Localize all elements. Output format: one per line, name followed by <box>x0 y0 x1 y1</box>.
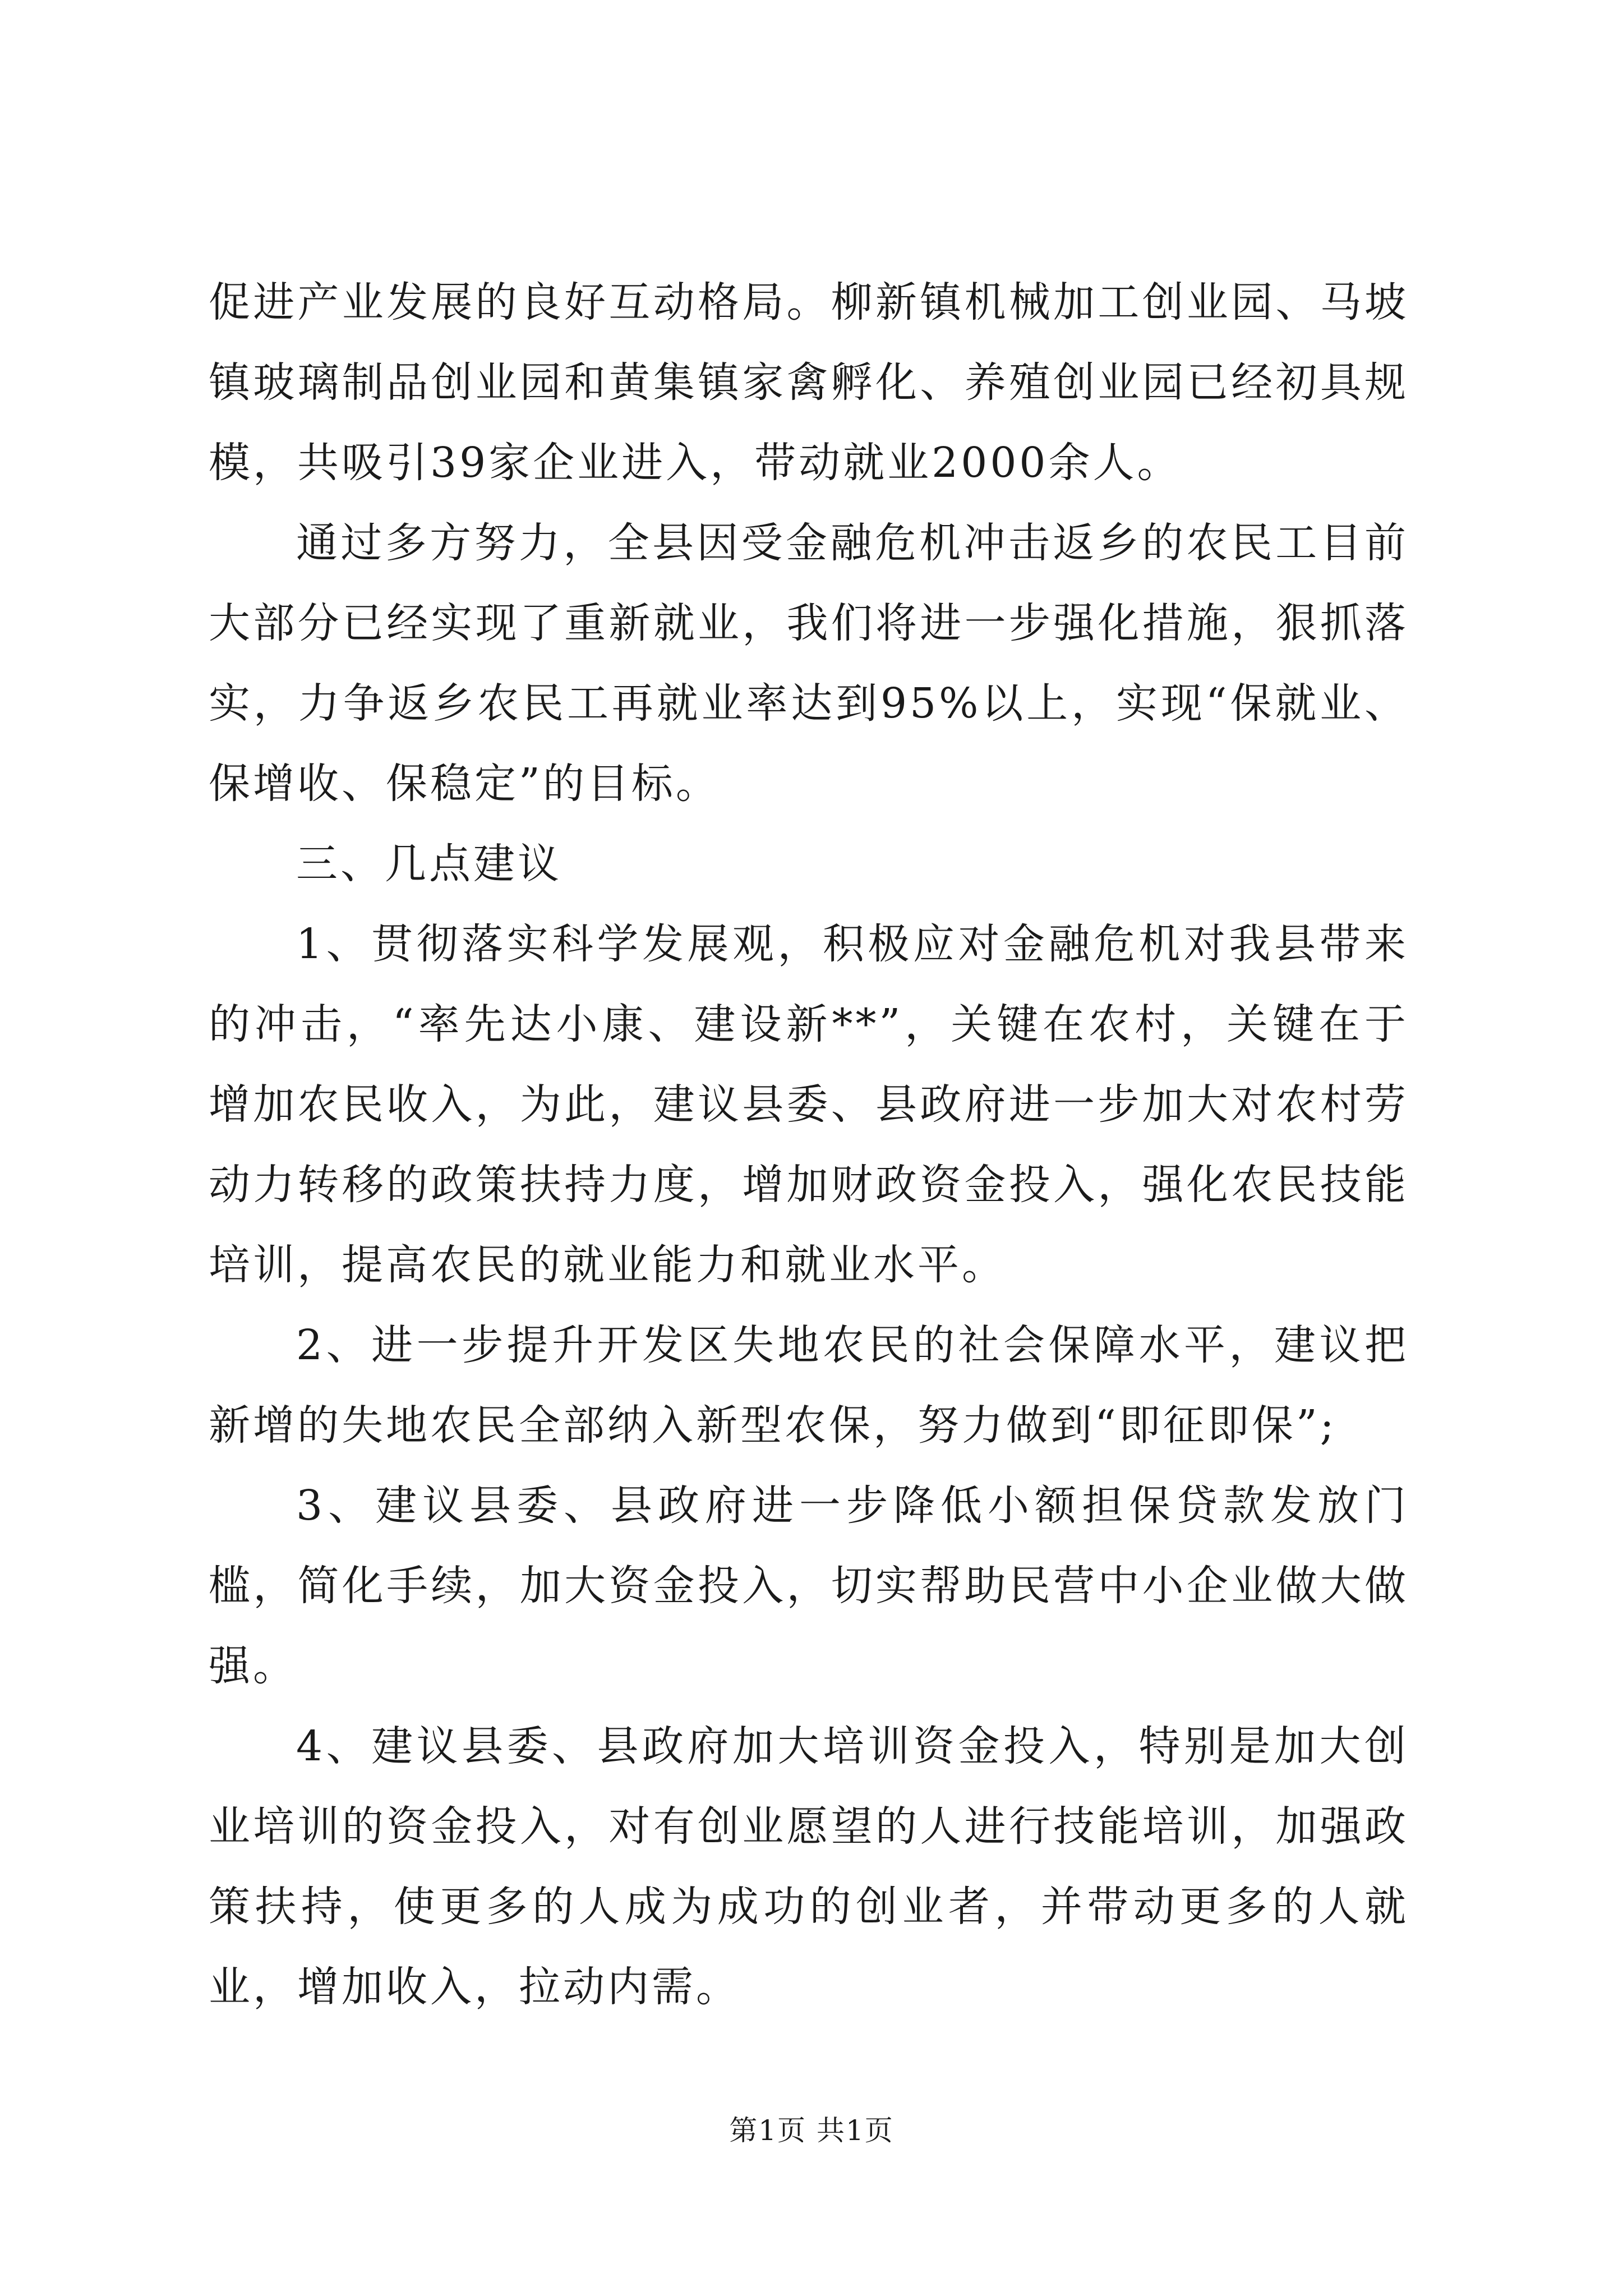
paragraph-suggestion-2: 2、进一步提升开发区失地农民的社会保障水平，建议把新增的失地农民全部纳入新型农保，努力做到“即征即保”; <box>209 1321 1409 1450</box>
paragraph-1: 促进产业发展的良好互动格局。柳新镇机械加工创业园、马坡镇玻璃制品创业园和黄集镇家禽孵化、养殖创业园已经初具规模，共吸引39家企业进入，带动就业2000余人。 <box>209 278 1409 487</box>
section-heading: 三、几点建议 <box>296 840 562 888</box>
paragraph-suggestion-4: 4、建议县委、县政府加大培训资金投入，特别是加大创业培训的资金投入，对有创业愿望的人进行技能培训，加强政策扶持，使更多的人成为成功的创业者，并带动更多的人就业，增加收入，拉动内需。 <box>209 1722 1409 2011</box>
page-footer: 第1页 共1页 <box>729 2114 894 2147</box>
paragraph-suggestion-1: 1、贯彻落实科学发展观，积极应对金融危机对我县带来的冲击，“率先达小康、建设新**”，关键在农村，关键在于增加农民收入，为此，建议县委、县政府进一步加大对农村劳动力转移的政策扶持力度，增加财政资金投入，强化农民技能培训，提高农民的就业能力和就业水平。 <box>209 920 1409 1289</box>
paragraph-2: 通过多方努力，全县因受金融危机冲击返乡的农民工目前大部分已经实现了重新就业，我们将进一步强化措施，狠抓落实，力争返乡农民工再就业率达到95%以上，实现“保就业、保增收、保稳定”的目标。 <box>209 519 1409 808</box>
document-body <box>209 263 1409 2027</box>
paragraph-suggestion-3: 3、建议县委、县政府进一步降低小额担保贷款发放门槛，简化手续，加大资金投入，切实帮助民营中小企业做大做强。 <box>209 1481 1409 1690</box>
